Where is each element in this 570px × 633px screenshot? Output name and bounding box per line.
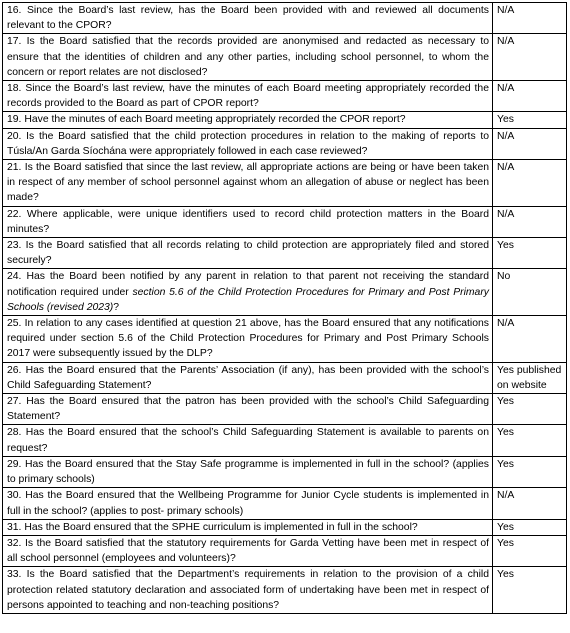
table-row xyxy=(3,81,567,112)
question-cell xyxy=(3,567,493,614)
question-cell xyxy=(3,34,493,81)
question-text: Has the Board been notified by any parent in relation to that parent not receiving the standard notification required under xyxy=(7,271,490,298)
table-row xyxy=(3,269,567,316)
answer-cell: N/A xyxy=(493,206,567,237)
question-text: Has the Board ensured that the Parents’ Association (if any), has been provided with the school’s Child Safeguarding Statement? xyxy=(7,364,490,391)
question-number: 31. xyxy=(7,521,22,533)
question-text: Have the minutes of each Board meeting appropriately recorded the CPOR report? xyxy=(24,114,406,126)
table-row xyxy=(3,316,567,363)
question-cell xyxy=(3,316,493,363)
question-number: 32. xyxy=(7,537,22,549)
question-number: 17. xyxy=(7,36,22,48)
table-row xyxy=(3,567,567,614)
question-number: 19. xyxy=(7,114,22,126)
table-row xyxy=(3,160,567,207)
table-row xyxy=(3,394,567,425)
answer-cell: Yes xyxy=(493,394,567,425)
answer-cell: N/A xyxy=(493,128,567,159)
question-cell xyxy=(3,535,493,566)
question-text: Has the Board ensured that the Stay Safe programme is implemented in full in the school? (applies to primary schools) xyxy=(7,458,489,486)
table-row xyxy=(3,488,567,519)
question-text: Has the Board ensured that the school’s Child Safeguarding Statement is available to parents on request? xyxy=(7,427,489,454)
question-number: 28. xyxy=(7,427,22,439)
answer-cell: N/A xyxy=(493,3,567,34)
question-text: Is the Board satisfied that since the last review, all appropriate actions are being or have been taken in respect of any member of school personnel against whom an allegation of abuse or neglect has been made? xyxy=(7,162,490,204)
question-text-end: ? xyxy=(113,301,120,313)
question-number: 26. xyxy=(7,364,22,376)
question-text-italic: section 5.6 of the Child Protection Procedures for Primary and Post Primary Schools (revised 2023) xyxy=(7,286,489,313)
question-text: Where applicable, were unique identifiers used to record child protection matters in the Board minutes? xyxy=(7,208,489,235)
question-cell xyxy=(3,269,493,316)
question-text: Is the Board satisfied that the child protection procedures in relation to the making of reports to Túsla/An Garda Síochána were appropriately followed in each case reviewed? xyxy=(7,130,490,157)
question-cell xyxy=(3,425,493,456)
question-text: Is the Board satisfied that the Department’s requirements in relation to the provision of a child protection related statutory declaration and associated form of undertaking have been met in respect of persons appointed to teaching and non-teaching positions? xyxy=(7,569,489,611)
table-row xyxy=(3,425,567,456)
question-text: In relation to any cases identified at question 21 above, has the Board ensured that any notifications required under section 5.6 of the Child Protection Procedures for Primary and Post Primary Schools 2017 were subsequently issued by the DLP? xyxy=(7,318,489,360)
question-text: Since the Board’s last review, has the Board been provided with and reviewed all documents relevant to the CPOR? xyxy=(7,5,490,32)
answer-cell: Yes xyxy=(493,519,567,535)
table-row xyxy=(3,362,567,393)
answer-cell: N/A xyxy=(493,81,567,112)
question-text: Has the Board ensured that the Wellbeing Programme for Junior Cycle students is implemented in full in the school? (applies to post- primary schools) xyxy=(7,490,489,517)
question-number: 18. xyxy=(7,83,22,95)
answer-cell: Yes xyxy=(493,567,567,614)
question-number: 33. xyxy=(7,569,22,581)
table-row xyxy=(3,535,567,566)
question-cell xyxy=(3,456,493,487)
question-number: 25. xyxy=(7,318,22,330)
question-number: 22. xyxy=(7,208,22,220)
question-cell xyxy=(3,488,493,519)
question-cell xyxy=(3,3,493,34)
question-cell xyxy=(3,160,493,207)
question-cell xyxy=(3,112,493,128)
question-cell xyxy=(3,362,493,393)
question-number: 30. xyxy=(7,490,22,502)
answer-cell: Yes xyxy=(493,425,567,456)
answer-cell: Yes xyxy=(493,112,567,128)
question-number: 20. xyxy=(7,130,22,142)
answer-cell: Yes xyxy=(493,238,567,269)
answer-cell: Yes published on website xyxy=(493,362,567,393)
question-cell xyxy=(3,238,493,269)
question-cell xyxy=(3,206,493,237)
table-row xyxy=(3,3,567,34)
answer-cell: N/A xyxy=(493,34,567,81)
table-row xyxy=(3,128,567,159)
question-text: Is the Board satisfied that the statutory requirements for Garda Vetting have been met in respect of all school personnel (employees and volunteers)? xyxy=(7,537,490,565)
table-row xyxy=(3,456,567,487)
answer-cell: No xyxy=(493,269,567,316)
question-number: 23. xyxy=(7,240,22,252)
table-row xyxy=(3,238,567,269)
question-number: 27. xyxy=(7,396,22,408)
question-text: Since the Board’s last review, have the minutes of each Board meeting appropriately recorded the records provided to the Board as part of CPOR report? xyxy=(7,83,489,110)
table-row xyxy=(3,112,567,128)
answer-cell: Yes xyxy=(493,535,567,566)
table-row xyxy=(3,34,567,81)
question-number: 16. xyxy=(7,5,22,16)
answer-cell: Yes xyxy=(493,456,567,487)
question-cell xyxy=(3,519,493,535)
table-row xyxy=(3,519,567,535)
answer-cell: N/A xyxy=(493,488,567,519)
question-text: Is the Board satisfied that the records provided are anonymised and redacted as necessary to ensure that the identities of children and any other parties, including school personnel, to whom the concern or report relates are not disclosed? xyxy=(7,36,489,78)
question-number: 29. xyxy=(7,458,22,470)
question-number: 21. xyxy=(7,162,22,174)
question-cell xyxy=(3,128,493,159)
question-cell xyxy=(3,394,493,425)
checklist-table xyxy=(2,2,567,614)
question-text: Has the Board ensured that the patron has been provided with the school’s Child Safeguarding Statement? xyxy=(7,396,489,423)
answer-cell: N/A xyxy=(493,160,567,207)
question-text: Is the Board satisfied that all records relating to child protection are appropriately filed and stored securely? xyxy=(7,240,489,267)
question-number: 24. xyxy=(7,271,22,283)
table-row xyxy=(3,206,567,237)
answer-cell: N/A xyxy=(493,316,567,363)
question-cell xyxy=(3,81,493,112)
question-text: Has the Board ensured that the SPHE curriculum is implemented in full in the school? xyxy=(24,521,418,533)
